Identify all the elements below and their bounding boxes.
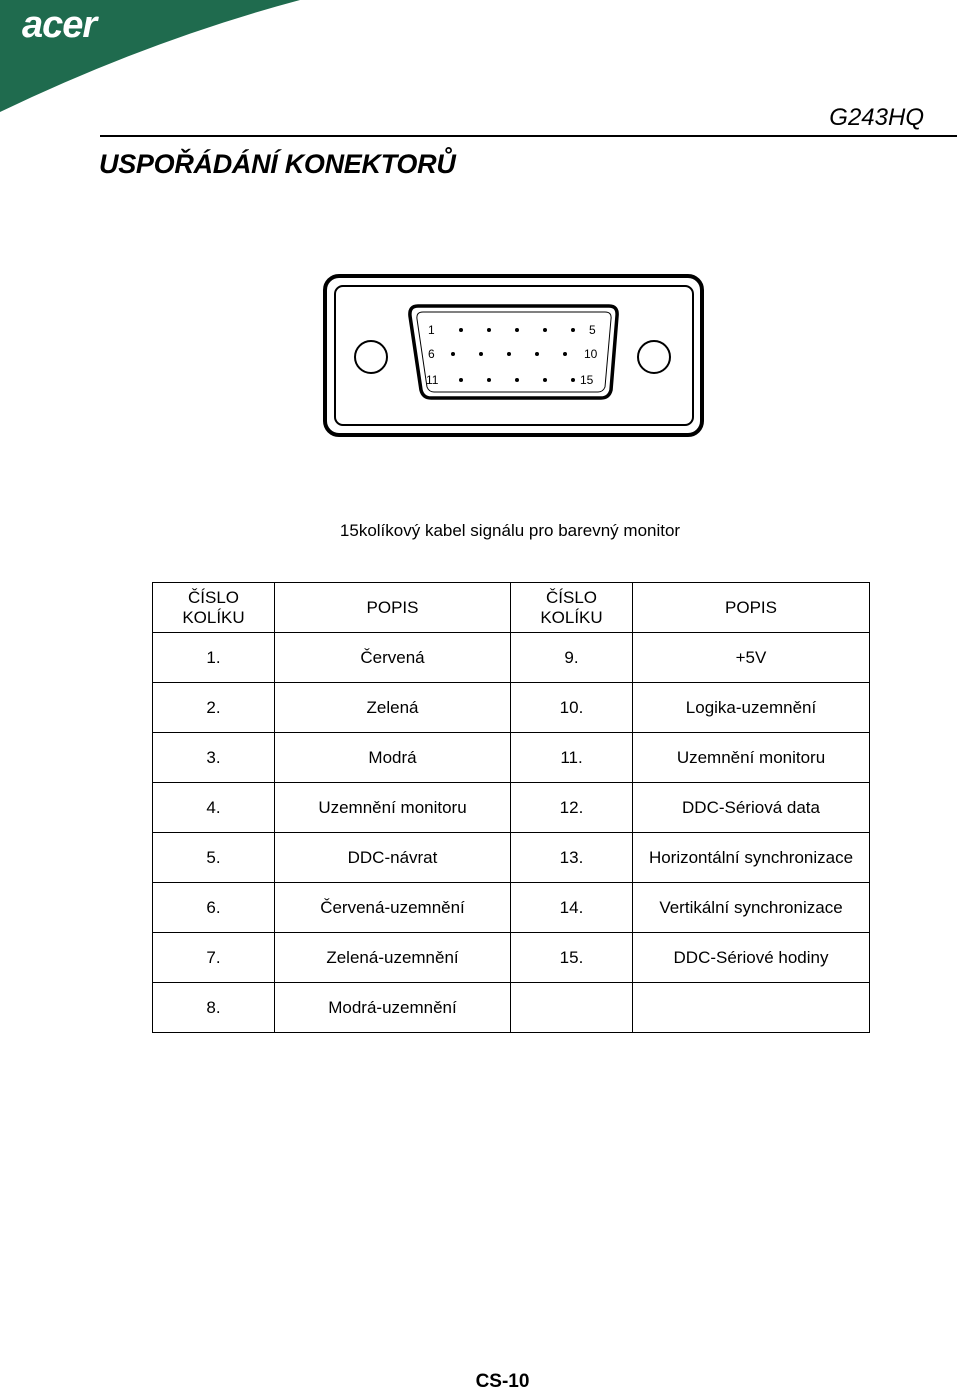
header-pin-number: ČÍSLO KOLÍKU [511,583,633,633]
pin-description-cell: DDC-Sériová data [633,783,870,833]
header-rule [100,135,957,137]
pin-number-cell: 13. [511,833,633,883]
table-row [153,883,870,933]
header-banner [0,0,300,120]
pin-description-cell: Uzemnění monitoru [633,733,870,783]
pin-dot [487,328,491,332]
pin-dot [479,352,483,356]
pin-number-cell: 6. [153,883,275,933]
pin-description-cell: Zelená [275,683,511,733]
pin-label-15: 15 [580,373,594,387]
pin-label-11: 11 [426,373,439,387]
pin-number-cell: 9. [511,633,633,683]
pin-number-cell: 5. [153,833,275,883]
pin-dot [543,378,547,382]
pin-description-cell: Červená-uzemnění [275,883,511,933]
table-header-row [153,583,870,633]
pin-dot [543,328,547,332]
pin-dot [459,328,463,332]
pin-number-cell: 15. [511,933,633,983]
pin-description-cell: Logika-uzemnění [633,683,870,733]
vga-connector-diagram [322,272,706,438]
pin-dot [515,328,519,332]
pin-assignment-table [152,582,870,1033]
pin-dot [487,378,491,382]
pin-dot [571,328,575,332]
table-row [153,833,870,883]
pin-description-cell: Uzemnění monitoru [275,783,511,833]
table-row [153,983,870,1033]
pin-description-cell: +5V [633,633,870,683]
pin-number-cell: 10. [511,683,633,733]
pin-description-cell: Modrá [275,733,511,783]
header-description: POPIS [275,583,511,633]
pin-description-cell: DDC-Sériové hodiny [633,933,870,983]
page-title: USPOŘÁDÁNÍ KONEKTORŮ [99,149,456,179]
connector-caption: 15kolíkový kabel signálu pro barevný monitor [339,521,681,540]
pin-label-5: 5 [589,323,596,337]
table-row [153,933,870,983]
pin-dot [563,352,567,356]
pin-dot [459,378,463,382]
acer-logo: acer [22,4,97,46]
pin-number-cell: 8. [153,983,275,1033]
pin-number-cell: 7. [153,933,275,983]
pin-label-1: 1 [428,323,435,337]
pin-description-cell: Horizontální synchronizace [633,833,870,883]
model-number: G243HQ [829,104,924,131]
header-description: POPIS [633,583,870,633]
pin-description-cell [633,983,870,1033]
pin-dot [571,378,575,382]
pin-number-cell [511,983,633,1033]
table-row [153,733,870,783]
pin-number-cell: 1. [153,633,275,683]
pin-description-cell: Modrá-uzemnění [275,983,511,1033]
pin-label-10: 10 [584,347,598,361]
pin-number-cell: 11. [511,733,633,783]
pin-number-cell: 14. [511,883,633,933]
pin-number-cell: 2. [153,683,275,733]
pin-description-cell: Zelená-uzemnění [275,933,511,983]
pin-number-cell: 4. [153,783,275,833]
table-row [153,683,870,733]
pin-description-cell: Vertikální synchronizace [633,883,870,933]
pin-description-cell: DDC-návrat [275,833,511,883]
pin-dot [451,352,455,356]
pin-number-cell: 3. [153,733,275,783]
pin-description-cell: Červená [275,633,511,683]
table-row [153,633,870,683]
pin-label-6: 6 [428,347,435,361]
pin-dot [535,352,539,356]
pin-dot [507,352,511,356]
page-number: CS-10 [475,1371,530,1392]
table-row [153,783,870,833]
pin-dot [515,378,519,382]
header-pin-number: ČÍSLO KOLÍKU [153,583,275,633]
pin-number-cell: 12. [511,783,633,833]
